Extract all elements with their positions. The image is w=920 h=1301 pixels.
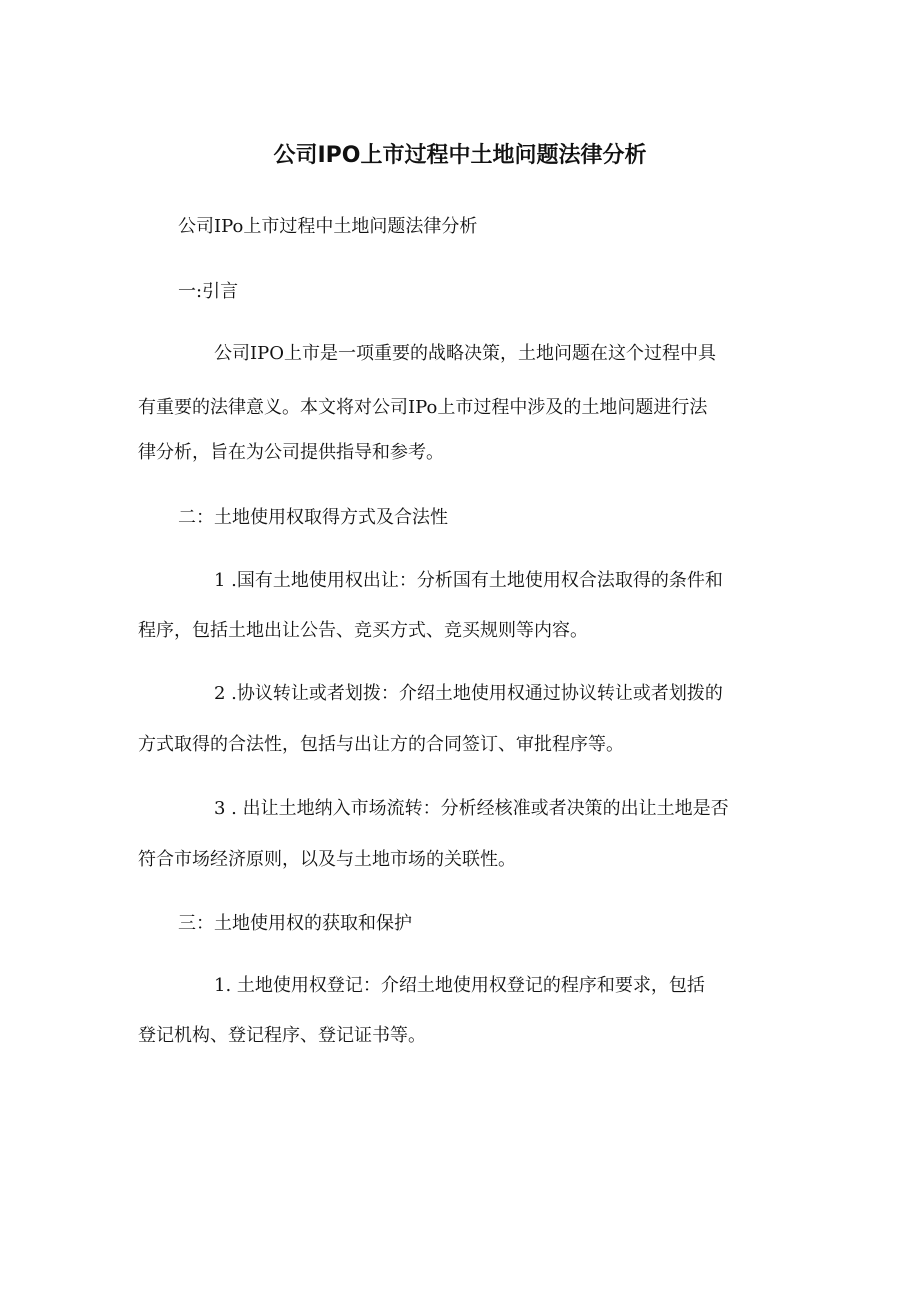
paragraph-line: 3 . 出让土地纳入市场流转：分析经核准或者决策的出让土地是否 — [214, 798, 729, 819]
document-title: 公司IPO上市过程中土地问题法律分析 — [273, 143, 647, 168]
paragraph-line: 有重要的法律意义。本文将对公司IPo上市过程中涉及的土地问题进行法 — [138, 397, 708, 418]
paragraph-line: 程序，包括土地出让公告、竞买方式、竞买规则等内容。 — [138, 620, 588, 641]
paragraph-line: 方式取得的合法性，包括与出让方的合同签订、审批程序等。 — [138, 734, 624, 755]
section-heading-intro: 一:引言 — [178, 281, 239, 302]
paragraph-line: 符合市场经济原则，以及与土地市场的关联性。 — [138, 849, 516, 870]
paragraph-line: 公司IPO上市是一项重要的战略决策，土地问题在这个过程中具 — [214, 343, 716, 364]
section-heading-acquisition: 二：土地使用权取得方式及合法性 — [178, 507, 448, 528]
paragraph-line: 1 .国有土地使用权出让：分析国有土地使用权合法取得的条件和 — [214, 570, 723, 591]
paragraph-line: 1. 土地使用权登记：介绍土地使用权登记的程序和要求，包括 — [214, 975, 705, 996]
paragraph-line: 2 .协议转让或者划拨：介绍土地使用权通过协议转让或者划拨的 — [214, 683, 723, 704]
document-subtitle: 公司IPo上市过程中土地问题法律分析 — [178, 216, 478, 237]
paragraph-line: 律分析，旨在为公司提供指导和参考。 — [138, 442, 444, 463]
section-heading-protection: 三：土地使用权的获取和保护 — [178, 913, 412, 934]
paragraph-line: 登记机构、登记程序、登记证书等。 — [138, 1025, 426, 1046]
